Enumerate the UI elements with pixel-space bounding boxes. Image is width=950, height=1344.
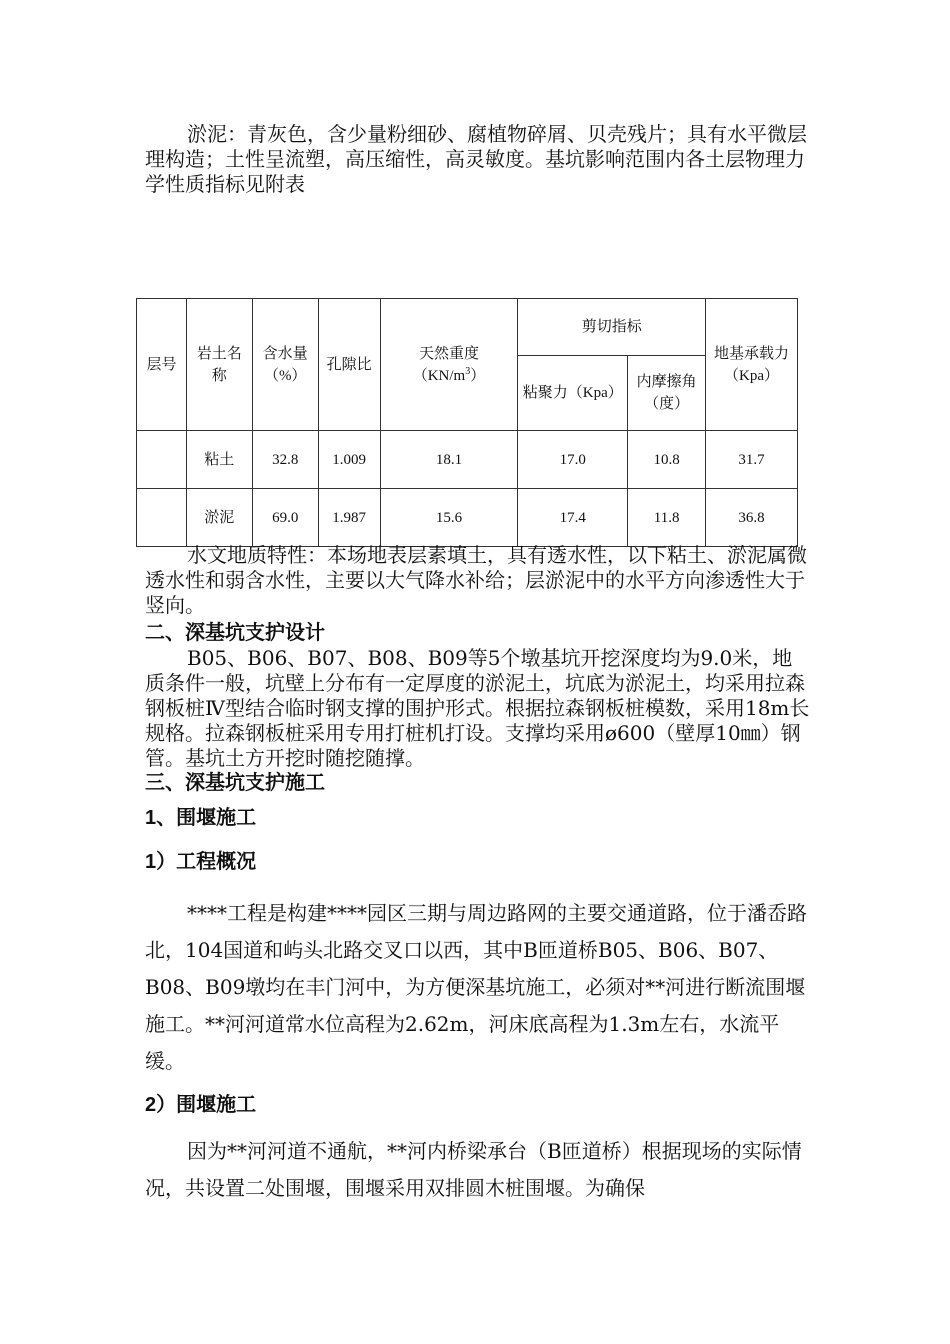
- header-soil-name: 岩土名称: [186, 299, 252, 431]
- section-3-heading: 三、深基坑支护施工: [145, 770, 325, 794]
- cell-layer: [137, 489, 187, 547]
- table-header-row: [137, 299, 798, 356]
- cofferdam-construction-paragraph: 因为**河河道不通航，**河内桥梁承台（B匝道桥）根据现场的实际情况，共设置二处围堰，围堰采用双排圆木桩围堰。为确保: [145, 1139, 802, 1200]
- header-cohesion: 粘聚力（Kpa）: [518, 356, 628, 431]
- header-unit-weight: 天然重度$(KN/m^3)$: [380, 299, 518, 431]
- header-shear-index: 剪切指标: [518, 299, 706, 356]
- subsection-1-1-heading: 1）工程概况: [145, 851, 257, 873]
- header-water-content: 含水量（%）: [252, 299, 318, 431]
- subsection-1-2-heading: 2）围堰施工: [145, 1094, 257, 1116]
- cell-soil-name: 淤泥: [186, 489, 252, 547]
- table-row: [137, 431, 798, 489]
- header-layer-no: 层号: [137, 299, 187, 431]
- cell-cohesion: 17.0: [518, 431, 628, 489]
- cell-void-ratio: 1.987: [318, 489, 380, 547]
- cell-water-content: 69.0: [252, 489, 318, 547]
- header-friction-angle: 内摩擦角（度）: [628, 356, 706, 431]
- cell-soil-name: 粘土: [186, 431, 252, 489]
- cell-unit-weight: 15.6: [380, 489, 518, 547]
- cell-cohesion: 17.4: [518, 489, 628, 547]
- header-void-ratio: 孔隙比: [318, 299, 380, 431]
- header-bearing-capacity: 地基承载力（Kpa）: [706, 299, 798, 431]
- cell-unit-weight: 18.1: [380, 431, 518, 489]
- hydrogeology-paragraph: 水文地质特性：本场地表层素填土，具有透水性，以下粘土、淤泥属微透水性和弱含水性，主要以大气降水补给；层淤泥中的水平方向渗透性大于竖向。: [145, 543, 807, 617]
- table-row: [137, 489, 798, 547]
- support-design-paragraph: B05、B06、B07、B08、B09等5个墩基坑开挖深度均为9.0米，地质条件一般，坑壁上分布有一定厚度的淤泥土，坑底为淤泥土，均采用拉森钢板桩Ⅳ型结合临时钢支撑的围护形式。根据拉森钢板桩模数，采用18m长规格。拉森钢板桩采用专用打桩机打设。支撑均采用ø600（壁厚10㎜）钢管。基坑土方开挖时随挖随撑。: [145, 646, 810, 770]
- cell-water-content: 32.8: [252, 431, 318, 489]
- project-overview-paragraph: ****工程是构建****园区三期与周边路网的主要交通道路，位于潘岙路北，104国道和屿头北路交叉口以西，其中B匝道桥B05、B06、B07、B08、B09墩均在丰门河中，为方便深基坑施工，必须对**河进行断流围堰施工。**河河道常水位高程为2.62m，河床底高程为1.3m左右，水流平缓。: [145, 901, 807, 1073]
- cell-friction-angle: 10.8: [628, 431, 706, 489]
- soil-properties-table: [136, 298, 798, 547]
- cell-bearing-capacity: 36.8: [706, 489, 798, 547]
- cell-friction-angle: 11.8: [628, 489, 706, 547]
- subsection-1-heading: 1、围堰施工: [145, 807, 257, 829]
- cell-layer: [137, 431, 187, 489]
- silt-description-paragraph: 淤泥：青灰色，含少量粉细砂、腐植物碎屑、贝壳残片；具有水平微层理构造；土性呈流塑，高压缩性，高灵敏度。基坑影响范围内各土层物理力学性质指标见附表: [145, 122, 807, 196]
- cell-void-ratio: 1.009: [318, 431, 380, 489]
- cell-bearing-capacity: 31.7: [706, 431, 798, 489]
- section-2-heading: 二、深基坑支护设计: [145, 620, 325, 644]
